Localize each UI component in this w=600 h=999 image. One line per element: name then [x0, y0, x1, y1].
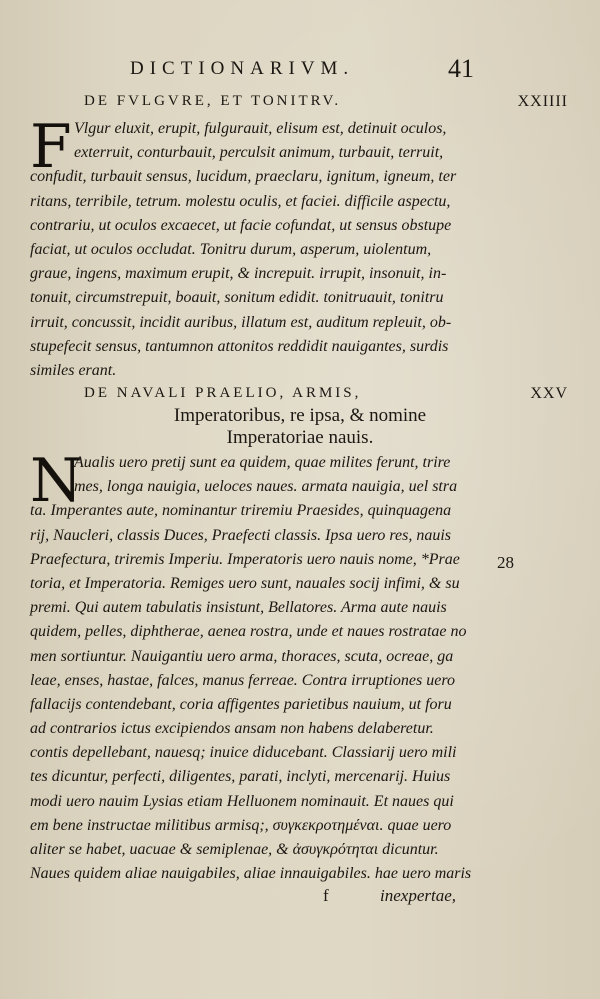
drop-capital-n: N [30, 446, 83, 516]
text-line: exterruit, conturbauit, perculsit animum, turbauit, terruit, [74, 144, 444, 162]
section-number: XXIIII [517, 93, 568, 110]
catchword: inexpertae, [380, 886, 456, 905]
text-line: contrariu, ut oculos excaecet, ut facie cofundat, ut sensus obstupe [30, 216, 452, 234]
text-line: em bene instructae militibus armisq;, συγκεκροτημέναι. quae uero [30, 816, 452, 834]
text-line: quidem, pelles, diphtherae, aenea rostra, unde et naues rostratae no [30, 623, 467, 641]
signature-mark: f [323, 886, 329, 905]
margin-note-number: 28 [497, 553, 514, 572]
text-line: ta. Imperantes aute, nominantur triremiu Praesides, quinquagena [30, 502, 452, 520]
section-subtitle-line1: Imperatoribus, re ipsa, & nomine [173, 405, 427, 426]
text-line: mes, longa nauigia, ueloces naues. armata nauigia, uel stra [74, 478, 458, 496]
text-line: rij, Naucleri, classis Duces, Praefecti classis. Ipsa uero res, nauis [30, 526, 451, 544]
text-line: confudit, turbauit sensus, lucidum, praeclaru, ignitum, igneum, ter [30, 168, 457, 186]
text-line: premi. Qui autem tabulatis insistunt, Bellatores. Arma aute nauis [30, 599, 447, 617]
text-line: Praefectura, triremis Imperiu. Imperatoris uero nauis nome, *Prae [30, 550, 460, 568]
section-title: DE FVLGVRE, ET TONITRV. [84, 93, 342, 109]
text-line: Aualis uero pretij sunt ea quidem, quae milites ferunt, trire [74, 454, 451, 471]
running-title: DICTIONARIVM. [130, 58, 355, 79]
section-heading-fulgure [84, 93, 568, 117]
text-line: contis depellebant, nauesq; inuice diducebant. Classiarij uero mili [30, 744, 457, 762]
section-title: DE NAVALI PRAELIO, ARMIS, [84, 385, 362, 401]
text-line: Vlgur eluxit, erupit, fulgurauit, elisum est, detinuit oculos, [74, 120, 447, 137]
page-number: 41 [448, 54, 474, 83]
text-line: similes erant. [30, 361, 117, 379]
page-header [0, 52, 600, 86]
text-line: stupefecit sensus, tantumnon attonitos reddidit nauigantes, surdis [30, 337, 449, 355]
text-line: ritans, terribile, tetrum. molestu oculis, et faciei. difficile aspectu, [30, 192, 451, 210]
text-line: modi uero nauim Lysias etiam Helluonem nominauit. Et naues qui [30, 792, 454, 810]
text-line: men sortiuntur. Nauigantiu uero arma, thoraces, scuta, ocreae, ga [30, 647, 454, 665]
text-line: irruit, concussit, incidit auribus, illatum est, auditum repleuit, ob- [30, 313, 452, 331]
text-line: tes dicuntur, perfecti, diligentes, parati, inclyti, mercenarij. Huius [30, 768, 451, 786]
drop-capital-f: F [30, 112, 72, 182]
section-number: XXV [530, 385, 568, 402]
text-line: toria, et Imperatoria. Remiges uero sunt, nauales socij infimi, & su [30, 574, 460, 592]
section2-body [30, 446, 472, 886]
text-line: leae, enses, hastae, falces, manus ferreae. Contra irruptiones uero [30, 671, 455, 689]
text-line: tonuit, circumstrepuit, boauit, sonitum edidit. tonitruauit, tonitru [30, 289, 444, 307]
text-line: ad contrarios ictus excipiendos ansam non habens delaberetur. [30, 720, 434, 738]
section-subtitle-line2: Imperatoriae nauis. [226, 427, 374, 448]
text-line: Naues quidem aliae nauigabiles, aliae innauigabiles. hae uero maris [30, 865, 472, 883]
text-line: fallacijs contendebant, coria affigentes parietibus nauium, ut foru [30, 695, 452, 713]
text-line: graue, ingens, maximum erupit, & increpuit. irrupit, insonuit, in- [30, 265, 447, 283]
text-line: faciat, ut oculos occludat. Tonitru durum, asperum, uiolentum, [30, 240, 432, 258]
section1-body [30, 112, 470, 383]
text-line: aliter se habet, uacuae & semiplenae, & ἀσυγκρότηται dicuntur. [30, 841, 439, 858]
